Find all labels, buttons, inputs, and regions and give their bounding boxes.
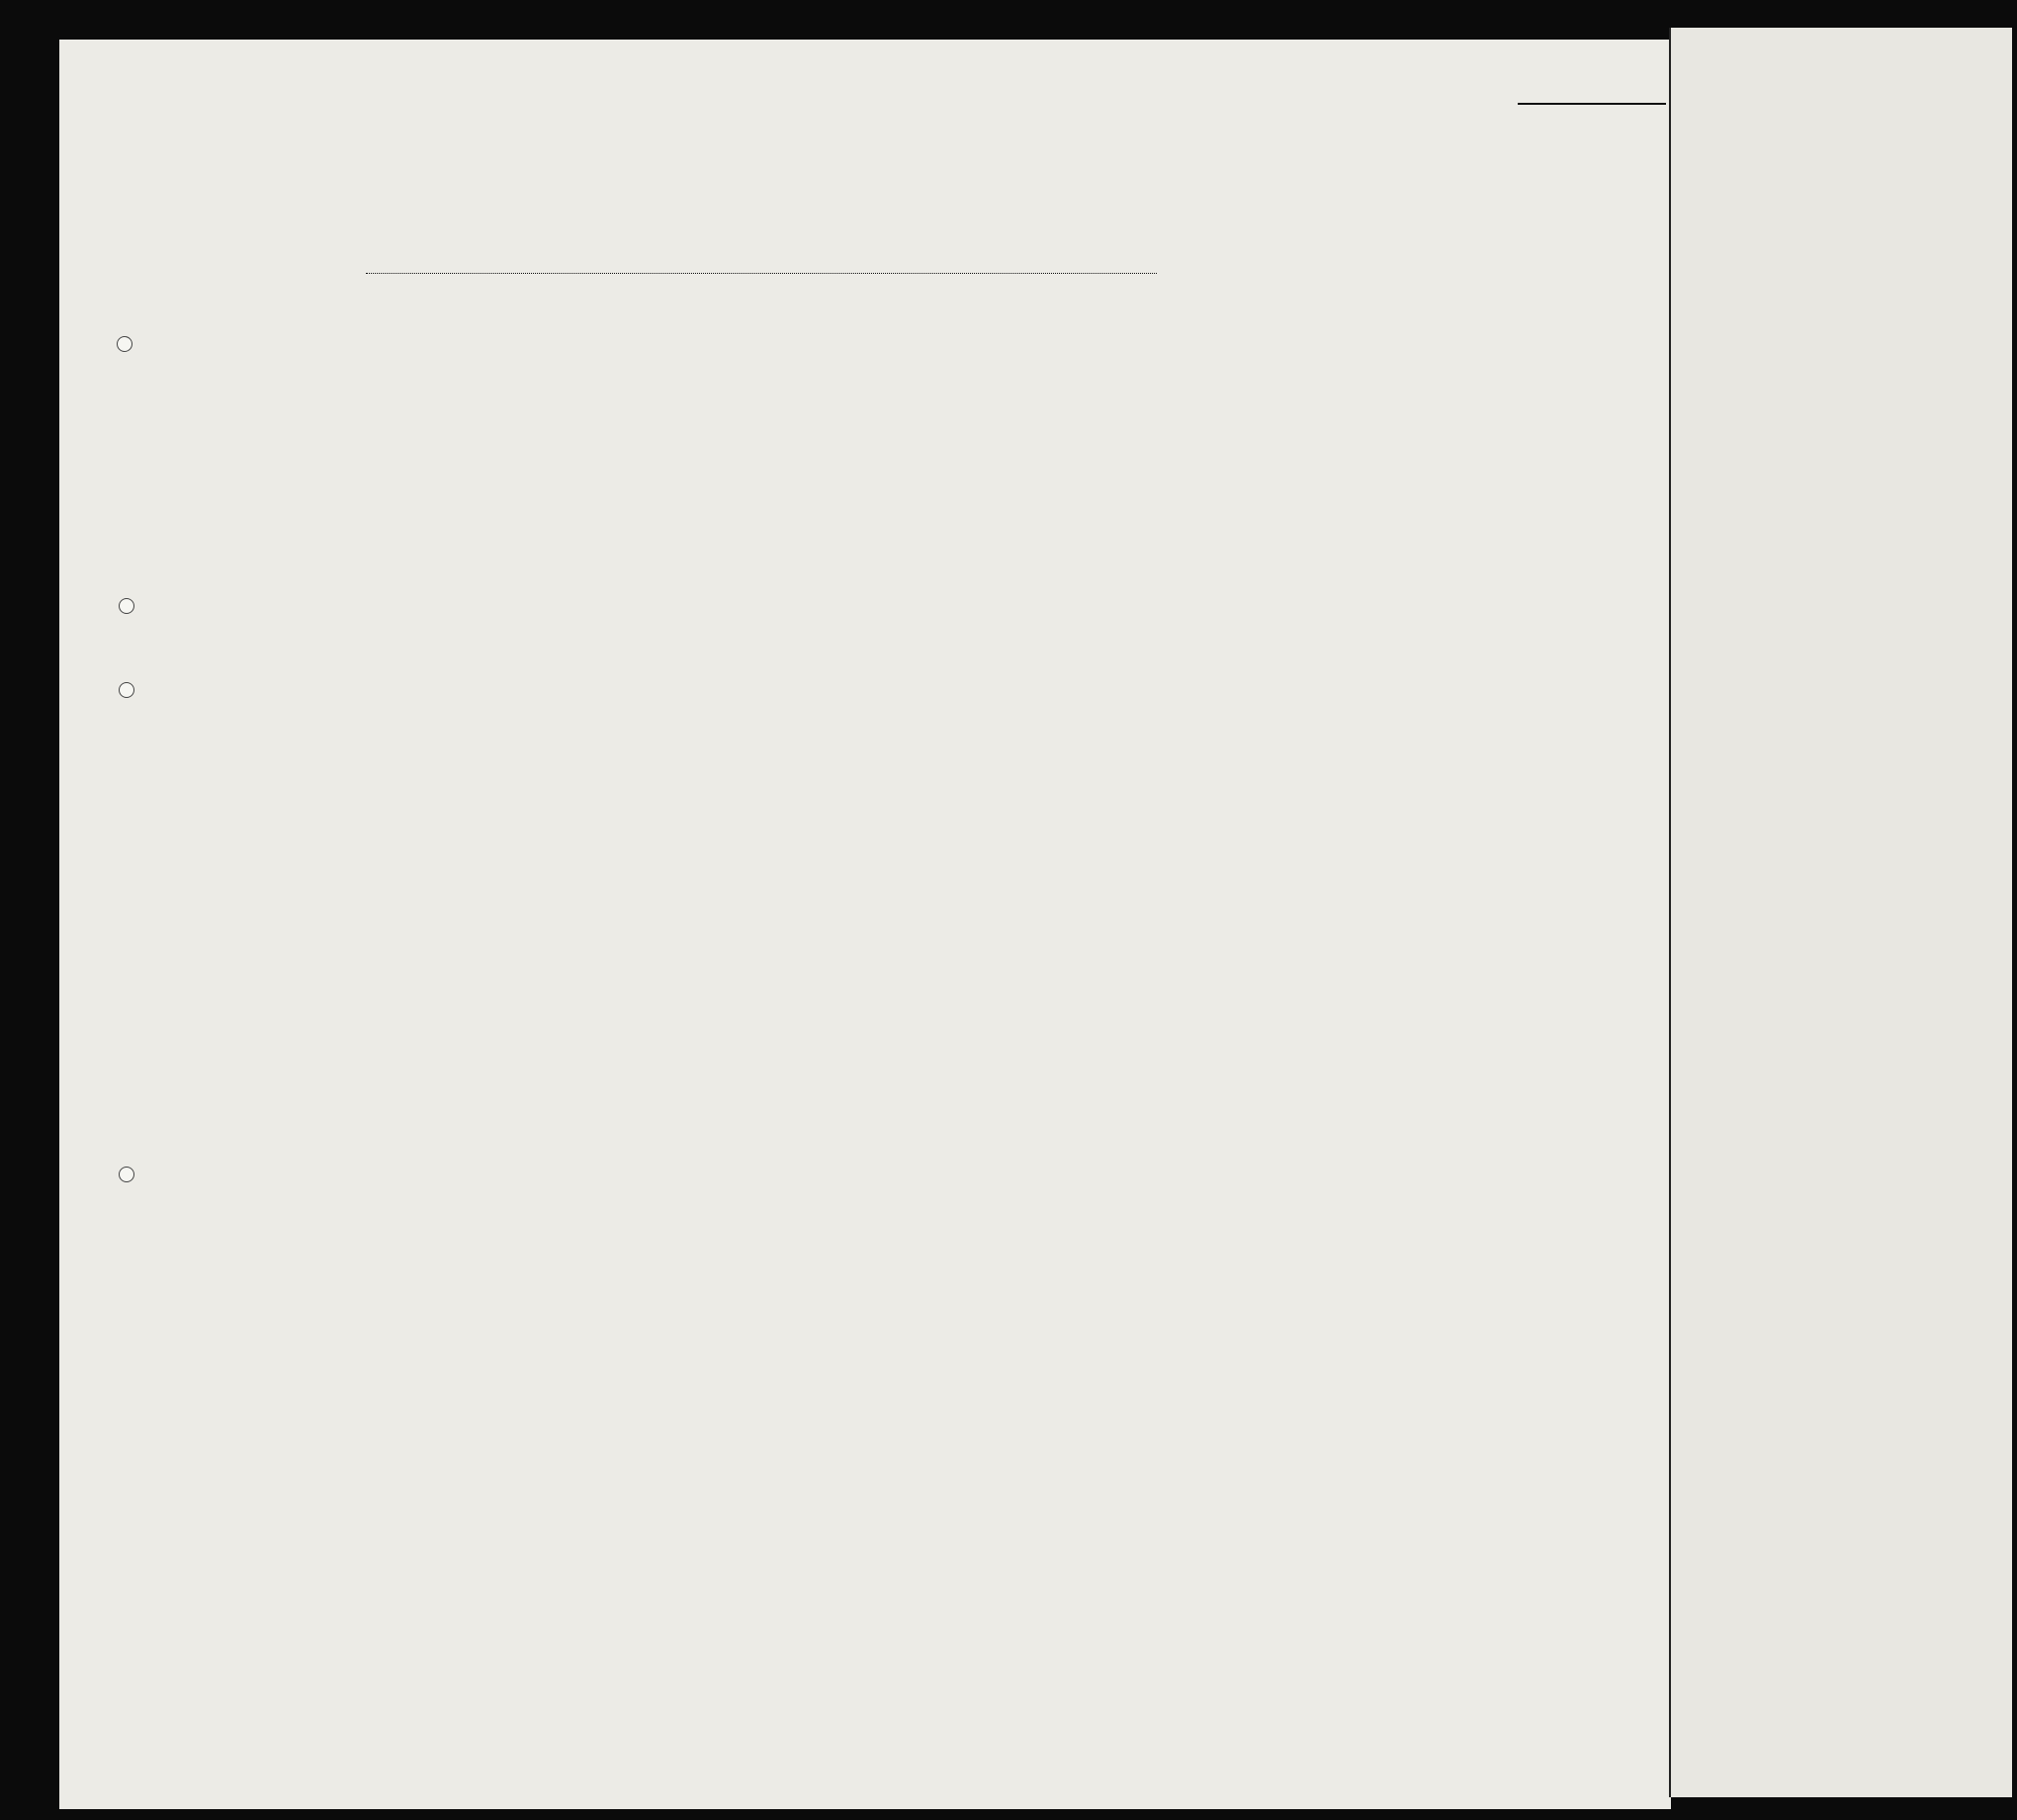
manifest-table (59, 40, 1671, 1809)
binder-hole (117, 336, 132, 352)
visa-sheet (1669, 28, 2012, 1797)
binder-hole (119, 682, 134, 698)
manifest-sheet (59, 40, 1671, 1809)
visa-table (1671, 28, 2012, 1797)
binder-hole (119, 1167, 134, 1182)
binder-hole (119, 598, 134, 614)
